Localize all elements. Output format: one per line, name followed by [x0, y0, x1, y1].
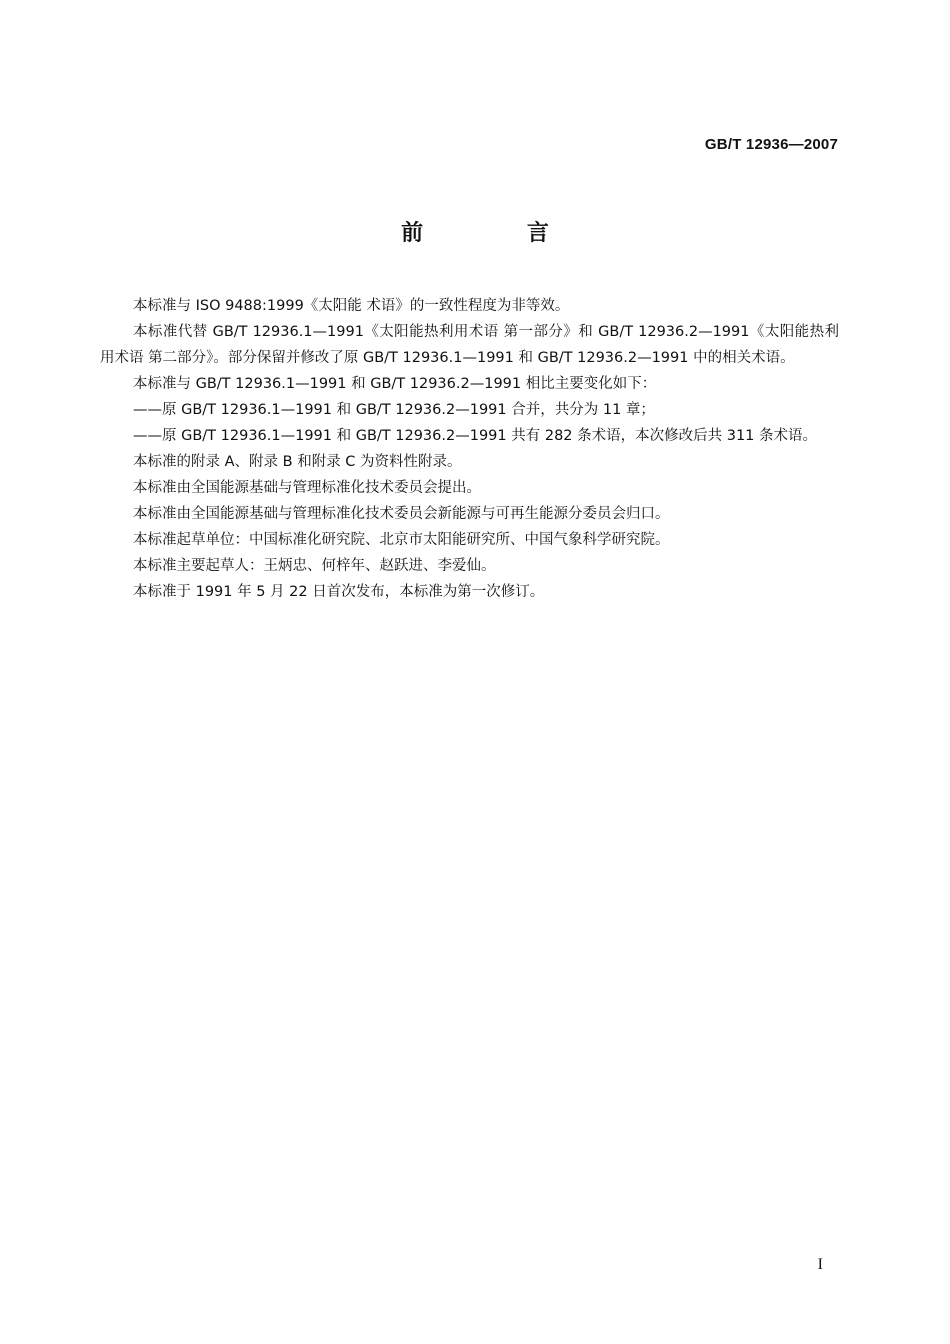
- list-item-merged: ——原 GB/T 12936.1—1991 和 GB/T 12936.2—1991 合并，共分为 11 章；: [133, 402, 655, 418]
- paragraph-changes-intro: 本标准与 GB/T 12936.1—1991 和 GB/T 12936.2—1991 相比主要变化如下：: [133, 376, 657, 392]
- foreword-body: [100, 293, 839, 605]
- paragraph-annexes: 本标准的附录 A、附录 B 和附录 C 为资料性附录。: [133, 454, 462, 470]
- paragraph-replaces: 本标准代替 GB/T 12936.1—1991《太阳能热利用术语 第一部分》和 GB/T 12936.2—1991《太阳能热利用术语 第二部分》。部分保留并修改了原 GB/T 12936.1—1991 和 GB/T 12936.2—1991 中的相关术语。: [100, 324, 839, 366]
- page-title: 前 言: [401, 221, 597, 246]
- paragraph-administered-by: 本标准由全国能源基础与管理标准化技术委员会新能源与可再生能源分委员会归口。: [133, 506, 670, 522]
- standard-number: GB/T 12936—2007: [704, 136, 838, 153]
- paragraph-drafting-units: 本标准起草单位：中国标准化研究院、北京市太阳能研究所、中国气象科学研究院。: [133, 532, 670, 548]
- paragraph-consistency: 本标准与 ISO 9488:1999《太阳能 术语》的一致性程度为非等效。: [133, 298, 570, 314]
- list-item-term-count: ——原 GB/T 12936.1—1991 和 GB/T 12936.2—1991 共有 282 条术语，本次修改后共 311 条术语。: [133, 428, 818, 444]
- page-number: I: [817, 1256, 823, 1273]
- paragraph-drafters: 本标准主要起草人：王炳忠、何梓年、赵跃进、李爱仙。: [133, 558, 496, 574]
- paragraph-proposed-by: 本标准由全国能源基础与管理标准化技术委员会提出。: [133, 480, 481, 496]
- paragraph-history: 本标准于 1991 年 5 月 22 日首次发布，本标准为第一次修订。: [133, 584, 545, 600]
